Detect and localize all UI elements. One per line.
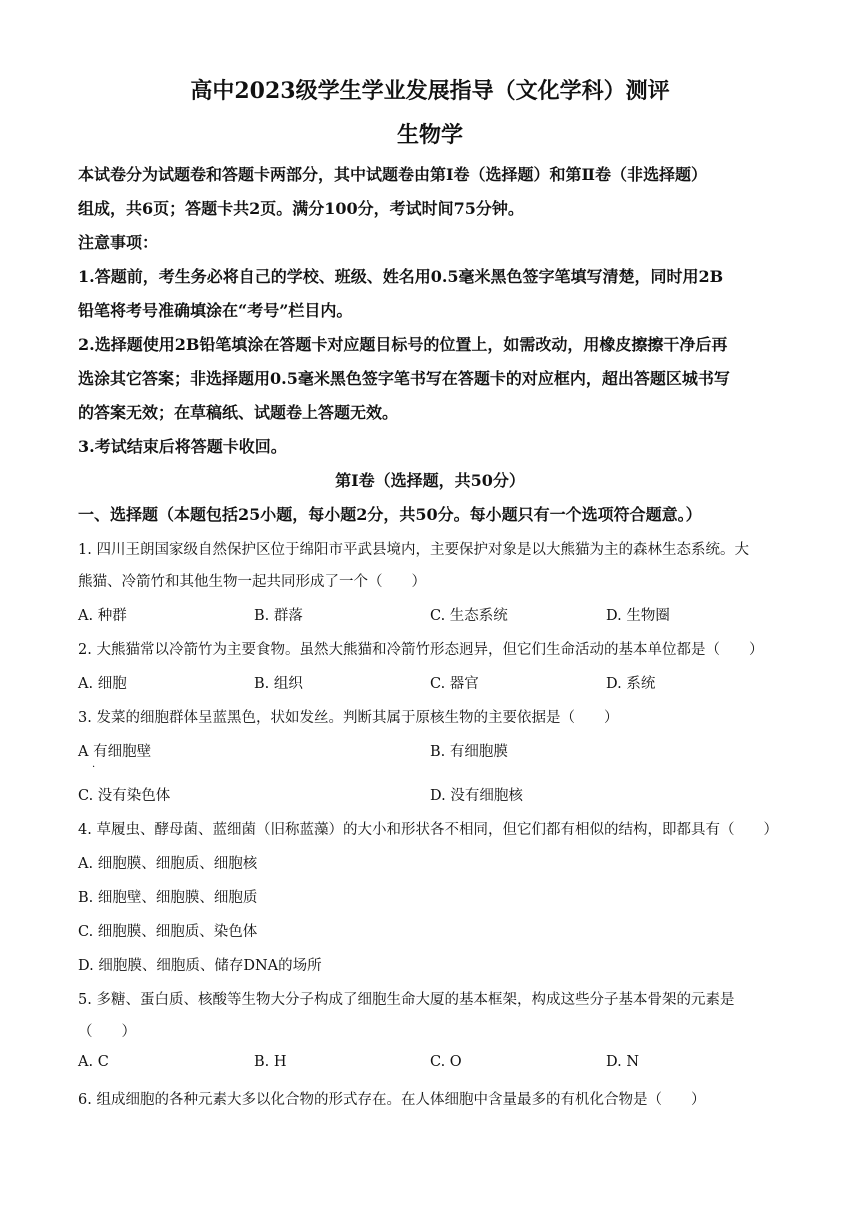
option-b: B. 细胞壁、细胞膜、细胞质 bbox=[78, 890, 258, 906]
question-stem: 熊猫、冷箭竹和其他生物一起共同形成了一个（ ） bbox=[78, 574, 426, 590]
intro-line: 组成，共6页；答题卡共2页。满分100分，考试时间75分钟。 bbox=[78, 199, 524, 218]
option-a: A. C bbox=[78, 1054, 109, 1070]
notice-line: 1.答题前，考生务必将自己的学校、班级、姓名用0.5毫米黑色签字笔填写清楚，同时用2B bbox=[78, 267, 724, 286]
notice-heading: 注意事项： bbox=[78, 233, 159, 252]
option-c: C. 生态系统 bbox=[430, 608, 508, 624]
option-a: A. 细胞 bbox=[78, 676, 127, 692]
notice-line: 3.考试结束后将答题卡收回。 bbox=[78, 437, 287, 456]
option-a: A. 种群 bbox=[78, 608, 127, 624]
part-heading: 第Ⅰ卷（选择题，共50分） bbox=[335, 471, 525, 490]
notice-line: 选涂其它答案；非选择题用0.5毫米黑色签字笔书写在答题卡的对应框内，超出答题区城书写 bbox=[78, 369, 730, 388]
notice-line: 2.选择题使用2B铅笔填涂在答题卡对应题目标号的位置上，如需改动，用橡皮擦擦干净后再 bbox=[78, 335, 728, 354]
intro-line: 本试卷分为试题卷和答题卡两部分，其中试题卷由第Ⅰ卷（选择题）和第Ⅱ卷（非选择题） bbox=[78, 165, 707, 184]
question-stem: 1. 四川王朗国家级自然保护区位于绵阳市平武县境内，主要保护对象是以大熊猫为主的森林生态系统。大 bbox=[78, 542, 749, 558]
notice-line: 的答案无效；在草稿纸、试题卷上答题无效。 bbox=[78, 403, 399, 422]
question-stem: 6. 组成细胞的各种元素大多以化合物的形式存在。在人体细胞中含量最多的有机化合物是（ ） bbox=[78, 1092, 706, 1108]
option-b: B. H bbox=[254, 1054, 287, 1070]
option-d: D. 系统 bbox=[606, 676, 656, 692]
option-d: D. 生物圈 bbox=[606, 608, 670, 624]
question-stem: 5. 多糖、蛋白质、核酸等生物大分子构成了细胞生命大厦的基本框架，构成这些分子基本骨架的元素是 bbox=[78, 992, 735, 1008]
stray-dot: · bbox=[92, 762, 96, 773]
option-d: D. N bbox=[606, 1054, 640, 1070]
section-heading: 一、选择题（本题包括25小题，每小题2分，共50分。每小题只有一个选项符合题意。） bbox=[78, 505, 702, 524]
option-c: C. 器官 bbox=[430, 676, 479, 692]
option-c: C. O bbox=[430, 1054, 462, 1070]
subject-title: 生物学 bbox=[396, 122, 463, 148]
option-b: B. 有细胞膜 bbox=[430, 744, 508, 760]
option-b: B. 组织 bbox=[254, 676, 303, 692]
option-c: C. 细胞膜、细胞质、染色体 bbox=[78, 924, 258, 940]
exam-title: 高中2023级学生学业发展指导（文化学科）测评 bbox=[190, 78, 670, 104]
question-stem: 3. 发菜的细胞群体呈蓝黑色，状如发丝。判断其属于原核生物的主要依据是（ ） bbox=[78, 710, 619, 726]
question-stem: 4. 草履虫、酵母菌、蓝细菌（旧称蓝藻）的大小和形状各不相同，但它们都有相似的结构，即都具有（ ） bbox=[78, 822, 778, 838]
notice-line: 铅笔将考号准确填涂在“考号”栏目内。 bbox=[78, 301, 353, 320]
option-b: B. 群落 bbox=[254, 608, 303, 624]
option-d: D. 没有细胞核 bbox=[430, 788, 523, 804]
question-stem: 2. 大熊猫常以冷箭竹为主要食物。虽然大熊猫和冷箭竹形态迥异，但它们生命活动的基本单位都是（ ） bbox=[78, 642, 764, 658]
option-a: A 有细胞壁 bbox=[78, 744, 152, 760]
option-d: D. 细胞膜、细胞质、储存DNA的场所 bbox=[78, 958, 322, 974]
option-a: A. 细胞膜、细胞质、细胞核 bbox=[78, 856, 258, 872]
question-stem: （ ） bbox=[78, 1024, 136, 1040]
option-c: C. 没有染色体 bbox=[78, 788, 171, 804]
